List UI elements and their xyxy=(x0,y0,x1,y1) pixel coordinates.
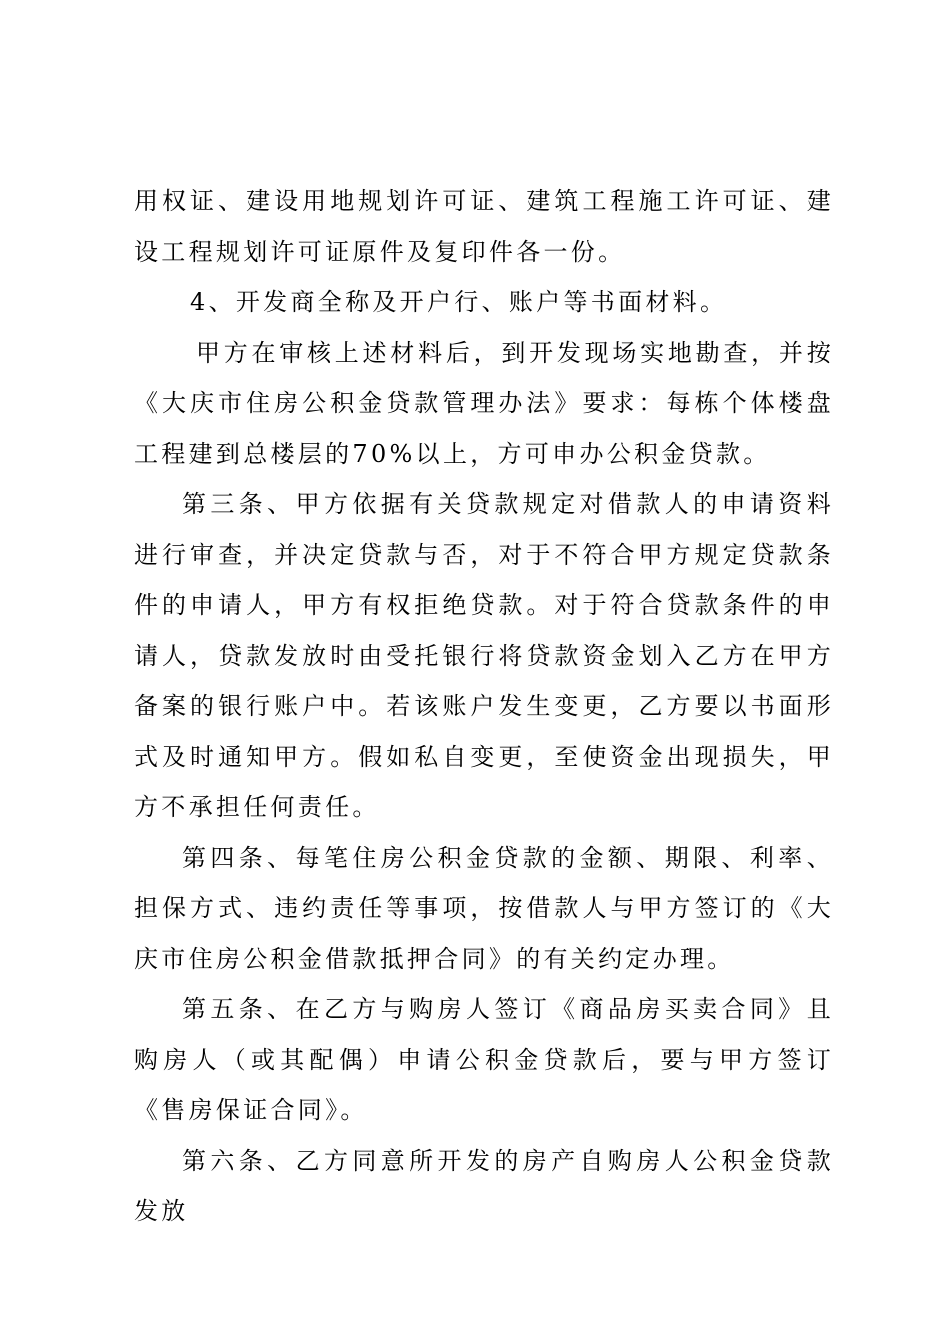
paragraph-article-6: 第六条、乙方同意所开发的房产自购房人公积金贷款发放 xyxy=(134,1146,834,1225)
paragraph-article-3: 第三条、甲方依据有关贷款规定对借款人的申请资料进行审查，并决定贷款与否，对于不符合甲方规定贷款条件的申请人，甲方有权拒绝贷款。对于符合贷款条件的申请人，贷款发放时由受托银行将贷款资金划入乙方在甲方备案的银行账户中。若该账户发生变更，乙方要以书面形式及时通知甲方。假如私自变更，至使资金出现损失，甲方不承担任何责任。 xyxy=(134,490,834,821)
paragraph-site-inspection: 甲方在审核上述材料后，到开发现场实地勘查，并按《大庆市住房公积金贷款管理办法》要求：每栋个体楼盘工程建到总楼层的70%以上，方可申办公积金贷款。 xyxy=(134,338,834,468)
paragraph-certificates-continued: 用权证、建设用地规划许可证、建筑工程施工许可证、建设工程规划许可证原件及复印件各一份。 xyxy=(134,187,834,266)
paragraph-article-5: 第五条、在乙方与购房人签订《商品房买卖合同》且购房人（或其配偶）申请公积金贷款后，要与甲方签订《售房保证合同》。 xyxy=(134,995,834,1124)
document-body xyxy=(134,176,834,1237)
paragraph-article-4: 第四条、每笔住房公积金贷款的金额、期限、利率、担保方式、违约责任等事项，按借款人与甲方签订的《大庆市住房公积金借款抵押合同》的有关约定办理。 xyxy=(134,843,834,973)
paragraph-item-4: 4、开发商全称及开户行、账户等书面材料。 xyxy=(190,288,728,316)
